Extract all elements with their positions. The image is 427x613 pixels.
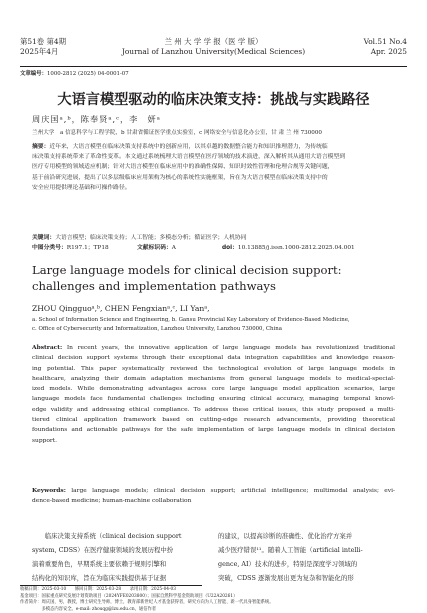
article-number: 文章编号：1000-2812 (2025) 04-0001-07 <box>20 71 129 77</box>
chinese-keywords: 关键词：大语言模型；临床决策支持；人工智能；多模态分析；循证医学；人机协同 <box>32 235 247 241</box>
chinese-authors: 周庆国ᵃ,ᵇ，陈奉贤ᵃ,ᶜ，李 妍ᵃ <box>32 114 161 124</box>
clc-number: 中图分类号：R197.1；TP18 <box>32 245 109 251</box>
header-volume-en: Vol.51 No.4 Apr. 2025 <box>363 37 407 56</box>
english-abstract: Abstract: In recent years, the innovative application of large language models has revolutionized traditional clinical decision support systems through their exceptional data integration capabilities and knowledge reason- ing potential. This paper systematically reviewed the technological evolution of large language models in healthcare, analyzing their domain adaptation mechanisms from general language models to medical-special- ized models. While demonstrating advantages across core large language model application scenarios, large language models face fundamental challenges including ensuring clinical accuracy, managing temporal knowl- edge validity and addressing ethical compliance. To address these critical issues, this study proposed a multi- tiered clinical application framework based on cutting-edge research advancements, providing theoretical foundations and actionable pathways for the safe implementation of large language models in clinical decision support. <box>32 344 395 444</box>
body-column-left: 临床决策支持系统（clinical decision support system, CDSS）在医疗健康领域的发展历程中扮 演着重要角色，早期系统主要依赖于规则引擎和 结构化的知识库，旨在为临床实践提供基于证据 <box>32 532 182 582</box>
header-divider <box>20 66 407 67</box>
english-affiliation: a. School of Information Science and Engineering, b. Gansu Provincial Key Laboratory of Evidence-Based Medicine, c. Office of Cybersecurity and Informatization, Lanzhou University, Lanzhou 730000, China <box>32 317 350 332</box>
english-title: Large language models for clinical decision support: challenges and implementation pathways <box>32 263 342 293</box>
chinese-affiliation: 兰州大学 a 信息科学与工程学院，b 甘肃省循证医学重点实验室，c 网络安全与信息化办公室，甘 肃 兰 州 730000 <box>32 130 322 136</box>
classification-row <box>32 244 395 253</box>
document-code: 文献标识码：A <box>137 245 176 251</box>
english-authors: ZHOU Qingguoᵃ,ᵇ, CHEN Fengxianᵃ,ᶜ, LI Yanᵃ, <box>32 304 210 313</box>
header-journal-name: 兰 州 大 学 学 报（医 学 版） Journal of Lanzhou University(Medical Sciences) <box>121 37 306 56</box>
body-column-right: 的建议，以提高诊断的准确性、优化治疗方案并 减少医疗错误¹¹。随着人工智能（artificial intelli- gence, AI）技术的进步，特别是深度学习领域的 突破，CDSS 逐渐发展出更为复杂和智能化的形 <box>218 532 363 582</box>
footnote: 收稿日期：2025-03-10 修回日期：2025-03-28 录用日期：2025-04-03 基金项目：国家重点研究发展计划资助项目（2024YFE0203800）；国家自然科学基金资助项目（U22A20261） 作者简介：周庆国，男，教授，博士研究生导师，博士，教育部新世纪人才基金获得者，研究方向为人工智能、新一代具身智能系统。 多模态内容安全。e-mail: zhouqg@lzu.edu.cn，通信作者 <box>20 587 274 612</box>
doi: doi：10.13885/j.issn.1000-2812.2025.04.001 <box>222 245 355 251</box>
chinese-abstract: 摘要：近年来，大语言模型在临床决策支持系统中的创新应用，以其卓越的数据整合能力和知识推理潜力，为传统临 床决策支持系统带来了革命性变革。本文通过系统梳理大语言模型在医疗领域的技术演进，深入解析其从通用大语言模型到 医疗专用模型的领域适应机制；针对大语言模型在临床应用中的准确性保障、知识时效性管理和伦理合规等关键问题， 基于前沿研究进展，提出了以多层级临床应用架构为核心的系统性实施框架，旨在为大语言模型在临床决策支持中的 安全应用提供理论基础和可操作路径。 <box>32 144 346 191</box>
running-header <box>20 37 407 69</box>
footnote-divider <box>20 585 202 586</box>
chinese-title: 大语言模型驱动的临床决策支持：挑战与实践路径 <box>57 92 370 108</box>
english-keywords: Keywords: large language models; clinical decision support; artificial intelligence; multimodal analysis; evi- dence-based medicine; human-machine collaboration <box>32 487 395 505</box>
header-volume-zh: 第51卷 第4期 2025年4月 <box>20 37 67 56</box>
